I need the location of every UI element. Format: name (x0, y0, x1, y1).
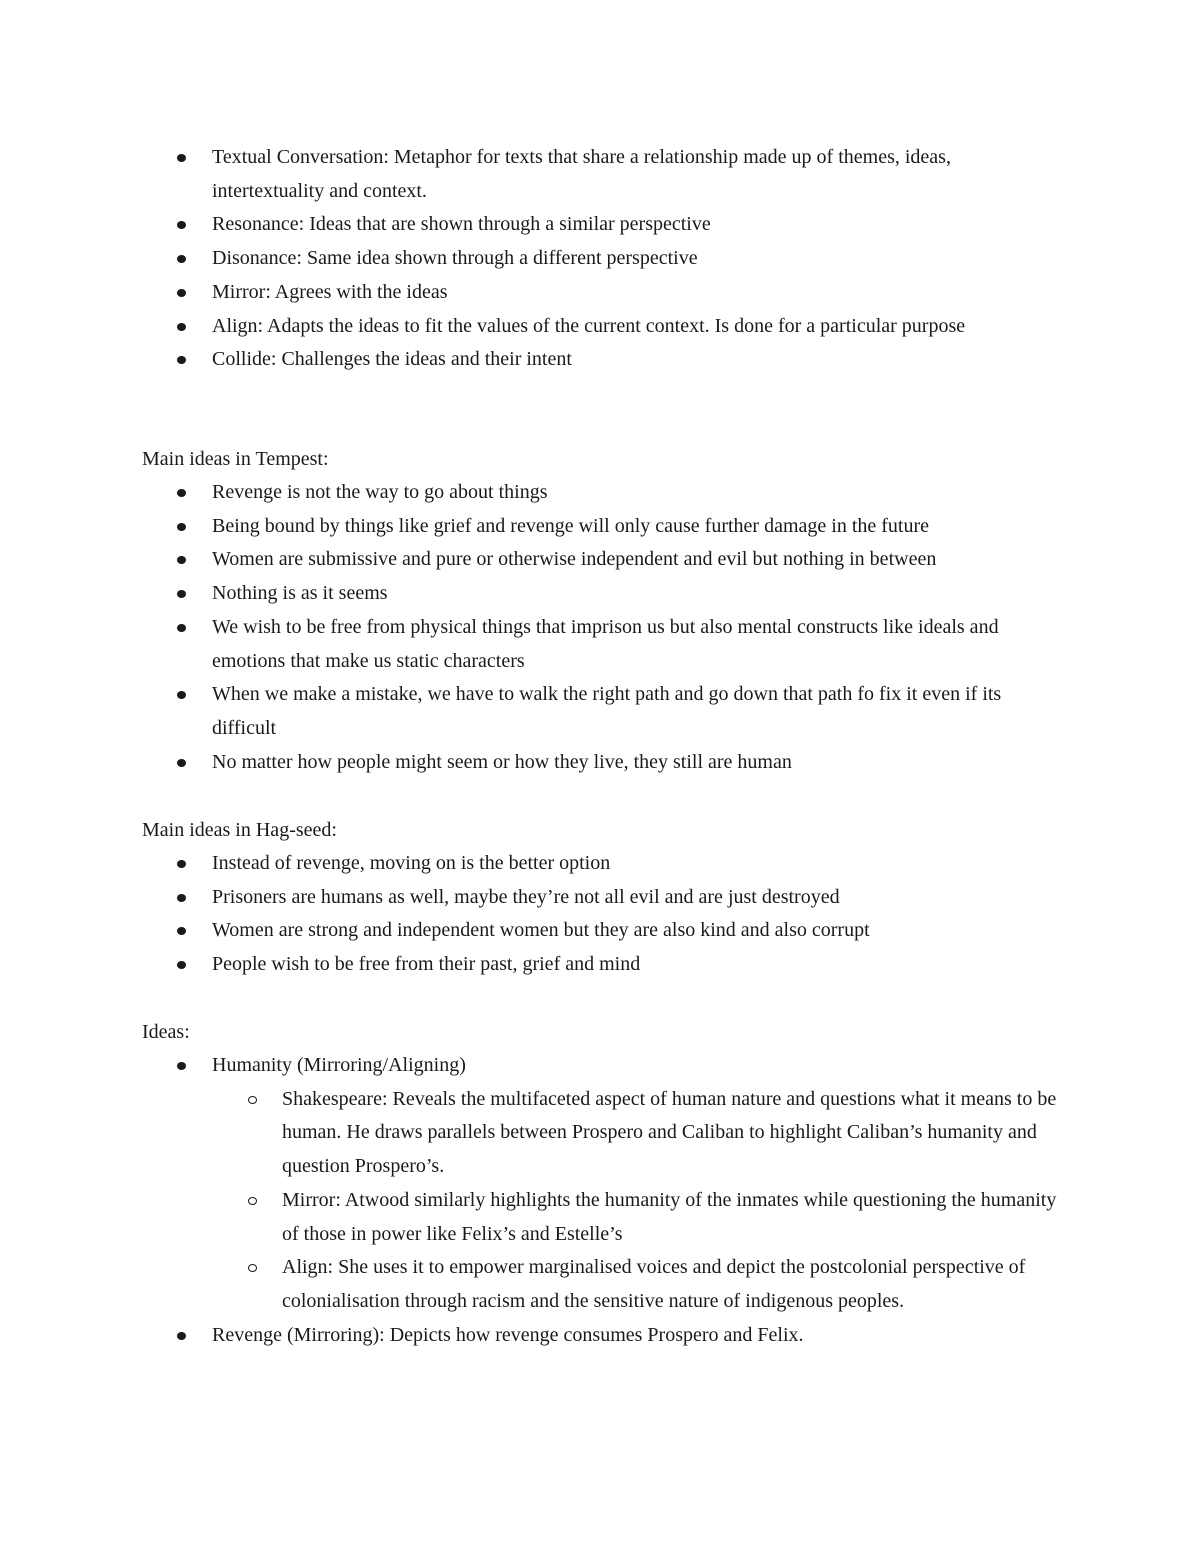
definitions-section (142, 141, 1062, 377)
bullet-icon (177, 489, 186, 497)
list-item-text: Women are submissive and pure or otherwise independent and evil but nothing in between (212, 548, 937, 571)
list-item-text: Nothing is as it seems (212, 582, 388, 605)
definitions-list (142, 141, 1062, 377)
list-item (142, 577, 1062, 611)
tempest-list (142, 476, 1062, 779)
tempest-section (142, 442, 1062, 779)
section-heading: Ideas: (142, 1021, 190, 1043)
sub-list-item (212, 1083, 1062, 1184)
bullet-icon (177, 860, 186, 868)
list-item-text: Revenge (Mirroring): Depicts how revenge consumes Prospero and Felix. (212, 1323, 804, 1346)
hollow-bullet-icon (248, 1096, 257, 1104)
sub-list-item-text: Shakespeare: Reveals the multifaceted aspect of human nature and questions what it means to be human. He draws parallels between Prospero and Caliban to highlight Caliban’s humanity and question Prospero’s. (282, 1087, 1057, 1178)
list-item-text: No matter how people might seem or how they live, they still are human (212, 750, 792, 773)
section-heading: Main ideas in Tempest: (142, 448, 329, 470)
list-item (142, 948, 1062, 982)
list-item-text: Collide: Challenges the ideas and their intent (212, 348, 572, 371)
bullet-icon (177, 221, 186, 229)
list-item-text: We wish to be free from physical things that imprison us but also mental constructs like ideals and emotions that make us static characters (212, 615, 999, 672)
list-item-text: Humanity (Mirroring/Aligning) (212, 1054, 466, 1076)
list-item-text: Textual Conversation: Metaphor for texts that share a relationship made up of themes, ideas, intertextuality and context. (212, 146, 951, 202)
list-item-text: Align: Adapts the ideas to fit the values of the current context. Is done for a particular purpose (212, 314, 966, 337)
list-item-text: Being bound by things like grief and revenge will only cause further damage in the future (212, 514, 930, 537)
bullet-icon (177, 1332, 186, 1340)
bullet-icon (177, 894, 186, 902)
list-item-text: Resonance: Ideas that are shown through a similar perspective (212, 213, 711, 236)
list-item (142, 1049, 1062, 1319)
list-item (142, 242, 1062, 276)
sub-list-item (212, 1251, 1062, 1318)
bullet-icon (177, 759, 186, 767)
sub-list-item (212, 1184, 1062, 1251)
list-item (142, 1319, 1062, 1353)
list-item (142, 611, 1062, 678)
bullet-icon (177, 523, 186, 531)
list-item-text: Instead of revenge, moving on is the better option (212, 852, 611, 874)
bullet-icon (177, 255, 186, 263)
bullet-icon (177, 323, 186, 331)
list-item (142, 881, 1062, 915)
hollow-bullet-icon (248, 1197, 257, 1205)
section-heading: Main ideas in Hag-seed: (142, 819, 337, 841)
ideas-section (142, 1015, 1062, 1352)
list-item (142, 310, 1062, 344)
ideas-list (142, 1049, 1062, 1352)
list-item (142, 276, 1062, 310)
list-item (142, 847, 1062, 881)
list-item (142, 343, 1062, 377)
sub-list-item-text: Align: She uses it to empower marginalised voices and depict the postcolonial perspective of colonialisation through racism and the sensitive nature of indigenous peoples. (282, 1256, 1026, 1312)
hollow-bullet-icon (248, 1264, 257, 1272)
bullet-icon (177, 289, 186, 297)
bullet-icon (177, 961, 186, 969)
list-item (142, 746, 1062, 780)
bullet-icon (177, 1062, 186, 1070)
list-item-text: Women are strong and independent women but they are also kind and also corrupt (212, 919, 870, 942)
bullet-icon (177, 590, 186, 598)
list-item-text: People wish to be free from their past, grief and mind (212, 953, 641, 976)
bullet-icon (177, 154, 186, 162)
list-item-text: Revenge is not the way to go about things (212, 481, 548, 503)
bullet-icon (177, 624, 186, 632)
list-item-text: Prisoners are humans as well, maybe they’re not all evil and are just destroyed (212, 885, 840, 908)
list-item (142, 914, 1062, 948)
list-item-text: Disonance: Same idea shown through a different perspective (212, 247, 698, 270)
bullet-icon (177, 691, 186, 699)
humanity-sublist (212, 1083, 1062, 1319)
bullet-icon (177, 556, 186, 564)
list-item (142, 141, 1062, 208)
list-item (142, 510, 1062, 544)
list-item (142, 678, 1062, 745)
list-item-text: When we make a mistake, we have to walk the right path and go down that path fo fix it even if its difficult (212, 683, 1002, 739)
sub-list-item-text: Mirror: Atwood similarly highlights the humanity of the inmates while questioning the humanity of those in power like Felix’s and Estelle’s (282, 1188, 1057, 1245)
bullet-icon (177, 356, 186, 364)
hagseed-section (142, 813, 1062, 982)
list-item-text: Mirror: Agrees with the ideas (212, 280, 448, 303)
list-item (142, 208, 1062, 242)
bullet-icon (177, 927, 186, 935)
hagseed-list (142, 847, 1062, 982)
list-item (142, 543, 1062, 577)
list-item (142, 476, 1062, 510)
